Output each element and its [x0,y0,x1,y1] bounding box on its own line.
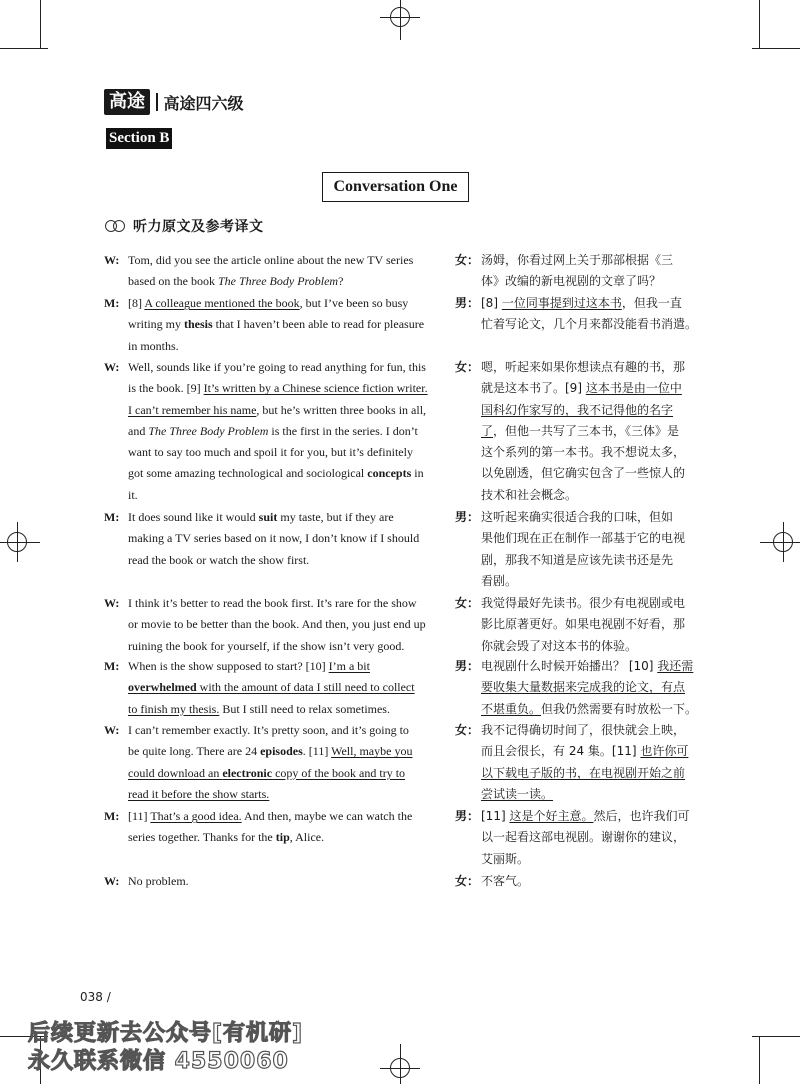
text-line: [8] 一位同事提到过这本书，但我一直 [481,296,682,310]
english-text [128,507,433,571]
registration-line [0,542,40,543]
text-line: making a TV series based on it now, I don’t know if I should [128,531,420,546]
english-text [128,720,433,805]
subheading-text: 听力原文及参考译文 [133,219,264,235]
text-line: 这听起来确实很适合我的口味，但如 [481,510,674,524]
watermark-line: 后续更新去公众号[有机研] [28,1021,304,1046]
text-line: 以免剧透，但它确实包含了一些惊人的 [481,466,686,481]
text-line: 以下载电子版的书，在电视剧开始之前 [481,765,686,780]
text-line: or movie to be better than the book. And then, you just end up [128,617,426,632]
chinese-text [481,293,696,336]
speaker-label: 男： [455,659,480,673]
crop-mark [759,0,760,48]
text-line: is the book. [9] It’s written by a Chinese science fiction writer. [128,381,428,396]
text-line: 我觉得最好先读书。很少有电视剧或电 [481,596,686,610]
text-line: 汤姆，你看过网上关于那部根据《三 [481,253,674,267]
speaker-label: W: [104,360,120,374]
text-line: 看剧。 [481,573,518,588]
text-line: 了，但他一共写了三本书，《三体》是 [481,423,680,438]
section-label: Section B [106,128,172,149]
text-line: 影比原著更好。如果电视剧不好看，那 [481,617,686,632]
text-line: 以一起看这部电视剧。谢谢你的建议， [481,830,686,845]
english-text [128,656,433,720]
text-line: 要收集大量数据来完成我的论文，有点 [481,680,686,695]
text-line: No problem. [128,874,189,888]
text-line: 果他们现在正在制作一部基于它的电视 [481,531,686,546]
text-line: 而且会很长，有 24 集。[11] 也许你可 [481,744,689,759]
speaker-label: 男： [455,296,480,310]
crop-mark [759,1036,760,1084]
text-line: got some amazing technological and sociological concepts in [128,466,424,481]
text-line: [11] 这是个好主意。然后，也许我们可 [481,809,690,823]
speaker-label: 女： [455,723,480,737]
text-line: and The Three Body Problem is the first in the series. I don’t [128,423,418,438]
registration-line [400,1044,401,1084]
text-line: 剧，那我不知道是应该先读书还是先 [481,552,674,567]
text-line: 嗯，听起来如果你想读点有趣的书，那 [481,360,686,374]
brand-logo: 高途 [104,89,150,115]
crop-mark [0,48,48,49]
english-text [128,871,433,892]
registration-line [380,1068,420,1069]
text-line: 艾丽斯。 [481,851,530,866]
text-line: 你就会毁了对这本书的体验。 [481,638,638,653]
page-number: 038 / [80,990,111,1004]
text-line: Tom, did you see the article online about the new TV series [128,253,414,267]
text-line: I can’t remember his name, but he’s written three books in all, [128,402,427,417]
registration-line [380,17,420,18]
text-line: 体》改编的新电视剧的文章了吗？ [481,274,662,289]
text-line: series together. Thanks for the tip, Alice. [128,830,325,845]
text-line: based on the book The Three Body Problem? [128,274,344,289]
text-line: 国科幻作家写的，我不记得他的名字 [481,402,674,417]
speaker-label: 男： [455,510,480,524]
registration-line [400,0,401,40]
registration-line [760,542,800,543]
text-line: want to say too much and spoil it for you, but it’s definitely [128,445,413,460]
text-line: 忙着写论文，几个月来都没能看书消遣。 [481,317,698,332]
english-text [128,293,433,357]
brand-header [104,89,244,115]
text-line: 尝试读一读。 [481,786,554,801]
text-line: 技术和社会概念。 [481,487,578,502]
speaker-label: 女： [455,360,480,374]
speaker-label: W: [104,723,120,737]
crop-mark [752,48,800,49]
chinese-text [481,871,696,892]
speaker-label: W: [104,874,120,888]
listening-icon [105,216,127,236]
text-line: ruining the book for yourself, if the show isn’t very good. [128,638,405,653]
text-line: [8] A colleague mentioned the book, but I’ve been so busy [128,296,409,310]
crop-mark [752,1036,800,1037]
text-line: writing my thesis that I haven’t been able to read for pleasure [128,317,425,332]
english-text [128,250,433,293]
english-text [128,806,433,849]
speaker-label: M: [104,510,120,524]
chinese-text [481,250,696,293]
text-line: It does sound like it would suit my taste, but if they are [128,510,394,524]
speaker-label: W: [104,596,120,610]
crop-mark [40,0,41,48]
speaker-label: 女： [455,874,480,888]
english-text [128,357,433,506]
speaker-label: 女： [455,596,480,610]
speaker-label: W: [104,253,120,267]
text-line: be quite long. There are 24 episodes. [11] Well, maybe you [128,744,413,759]
text-line: 这个系列的第一本书。我不想说太多， [481,445,686,460]
speaker-label: M: [104,659,120,673]
text-line: 我不记得确切时间了，很快就会上映， [481,723,686,737]
registration-line [783,522,784,562]
text-line: [11] That’s a good idea. And then, maybe we can watch the [128,809,413,823]
chinese-text [481,357,696,506]
text-line: it. [128,487,138,502]
chinese-text [481,656,696,720]
english-text [128,593,433,657]
chinese-text [481,593,696,657]
text-line: I think it’s better to read the book first. It’s rare for the show [128,596,417,610]
registration-line [17,522,18,562]
subheading [105,216,264,236]
watermark-line: 永久联系微信 4550060 [28,1049,289,1074]
text-line: to finish my thesis. But I still need to relax sometimes. [128,701,390,716]
speaker-label: 男： [455,809,480,823]
chinese-text [481,806,696,870]
conversation-title: Conversation One [322,172,469,202]
text-line: 电视剧什么时候开始播出？ [10] 我还需 [481,659,694,673]
text-line: I can’t remember exactly. It’s pretty soon, and it’s going to [128,723,409,737]
speaker-label: M: [104,296,120,310]
speaker-label: 女： [455,253,480,267]
text-line: could download an electronic copy of the book and try to [128,765,406,780]
text-line: Well, sounds like if you’re going to read anything for fun, this [128,360,426,374]
text-line: in months. [128,338,179,353]
brand-divider [156,93,158,111]
text-line: When is the show supposed to start? [10] I’m a bit [128,659,370,673]
speaker-label: M: [104,809,120,823]
text-line: read the book or watch the show first. [128,552,310,567]
text-line: 不堪重负。但我仍然需要有时放松一下。 [481,701,698,716]
brand-title: 高途四六级 [163,93,244,113]
chinese-text [481,507,696,592]
text-line: 就是这本书了。[9] 这本书是由一位中 [481,381,682,396]
text-line: read it before the show starts. [128,786,270,801]
chinese-text [481,720,696,805]
text-line: overwhelmed with the amount of data I still need to collect [128,680,415,695]
text-line: 不客气。 [481,874,530,888]
